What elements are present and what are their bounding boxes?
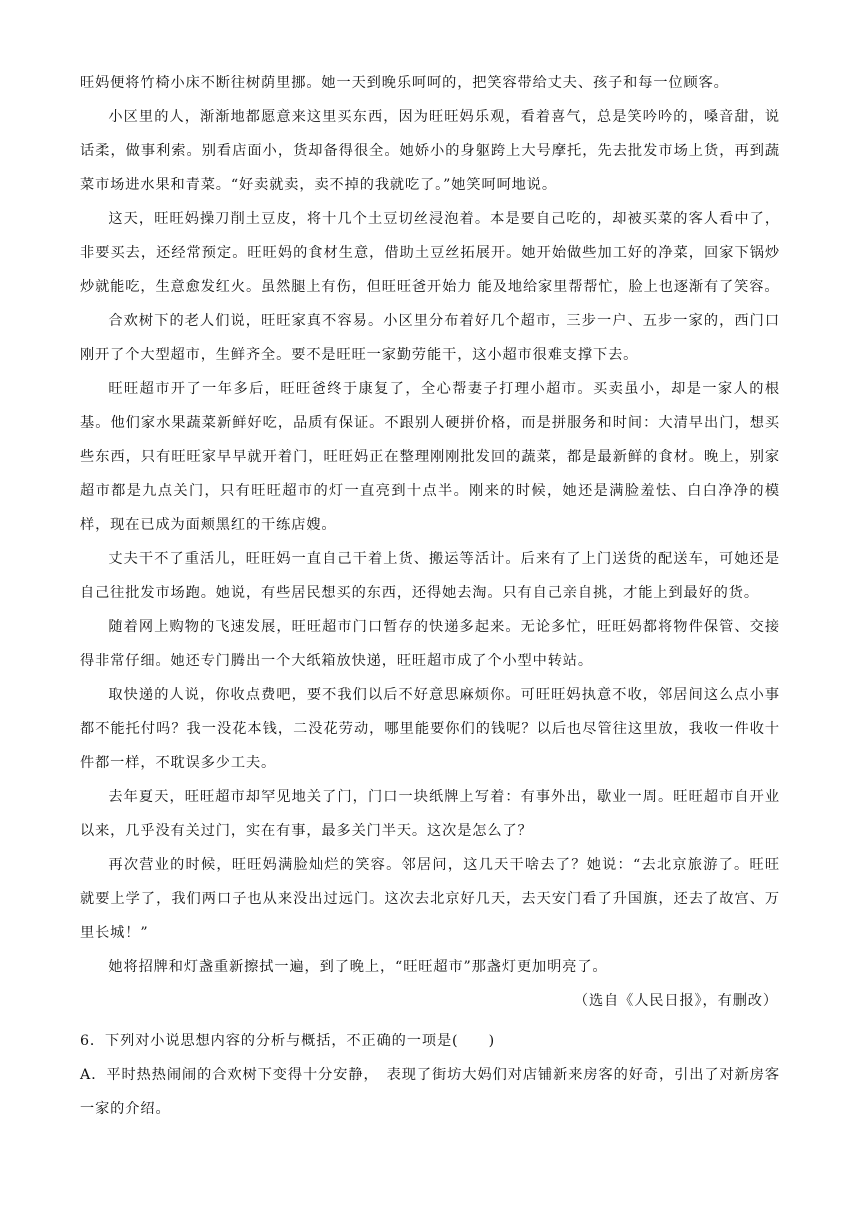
story-paragraph: 合欢树下的老人们说，旺旺家真不容易。小区里分布着好几个超市，三步一户、五步一家的，西门口刚开了个大型超市，生鲜齐全。要不是旺旺一家勤劳能干，这小超市很难支撑下去。 [80, 313, 780, 363]
story-paragraph: 小区里的人，渐渐地都愿意来这里买东西，因为旺旺妈乐观，看着喜气，总是笑吟吟的，嗓音甜，说话柔，做事利索。别看店面小，货却备得很全。她娇小的身躯跨上大号摩托，先去批发市场上货，再到蔬菜市场进水果和青菜。“好卖就卖，卖不掉的我就吃了。”她笑呵呵地说。 [80, 109, 780, 193]
source-citation: （选自《人民日报》，有删改） [573, 993, 778, 1009]
story-paragraph: 她将招牌和灯盏重新擦拭一遍，到了晚上，“旺旺超市”那盏灯更加明亮了。 [108, 959, 608, 975]
story-paragraph: 旺妈便将竹椅小床不断往树荫里挪。她一天到晚乐呵呵的，把笑容带给丈夫、孩子和每一位顾客。 [80, 75, 729, 91]
question-option-a: A．平时热热闹闹的合欢树下变得十分安静， 表现了街坊大妈们对店铺新来房客的好奇，引出了对新房客一家的介绍。 [80, 1067, 780, 1117]
story-paragraph: 再次营业的时候，旺旺妈满脸灿烂的笑容。邻居问，这几天干啥去了？她说：“去北京旅游了。旺旺就要上学了，我们两口子也从来没出过远门。这次去北京好几天，去天安门看了升国旗，还去了故宫、万里长城！” [80, 857, 780, 941]
document-body [80, 66, 780, 1126]
story-paragraph: 取快递的人说，你收点费吧，要不我们以后不好意思麻烦你。可旺旺妈执意不收，邻居间这么点小事都不能托付吗？我一没花本钱，二没花劳动，哪里能要你们的钱呢？以后也尽管往这里放，我收一件收十件都一样，不耽误多少工夫。 [80, 687, 780, 771]
story-paragraph: 旺旺超市开了一年多后，旺旺爸终于康复了，全心帮妻子打理小超市。买卖虽小，却是一家人的根基。他们家水果蔬菜新鲜好吃，品质有保证。不跟别人硬拼价格，而是拼服务和时间：大清早出门，想买些东西，只有旺旺家早早就开着门，旺旺妈正在整理刚刚批发回的蔬菜，都是最新鲜的食材。晚上，别家超市都是九点关门，只有旺旺超市的灯一直亮到十点半。刚来的时候，她还是满脸羞怯、白白净净的模样，现在已成为面颊黑红的干练店嫂。 [80, 381, 780, 533]
question-stem: 6．下列对小说思想内容的分析与概括，不正确的一项是( ) [80, 1033, 496, 1049]
story-paragraph: 丈夫干不了重活儿，旺旺妈一直自己干着上货、搬运等活计。后来有了上门送货的配送车，可她还是自己往批发市场跑。她说，有些居民想买的东西，还得她去淘。只有自己亲自挑，才能上到最好的货。 [80, 551, 780, 601]
story-paragraph: 去年夏天，旺旺超市却罕见地关了门，门口一块纸牌上写着：有事外出，歇业一周。旺旺超市自开业以来，几乎没有关过门，实在有事，最多关门半天。这次是怎么了？ [80, 789, 780, 839]
story-paragraph: 这天，旺旺妈操刀削土豆皮，将十几个土豆切丝浸泡着。本是要自己吃的，却被买菜的客人看中了，非要买去，还经常预定。旺旺妈的食材生意，借助土豆丝拓展开。她开始做些加工好的净菜，回家下锅炒炒就能吃，生意愈发红火。虽然腿上有伤，但旺旺爸开始力 能及地给家里帮帮忙，脸上也逐渐有了笑容。 [80, 211, 780, 295]
story-paragraph: 随着网上购物的飞速发展，旺旺超市门口暂存的快递多起来。无论多忙，旺旺妈都将物件保管、交接得非常仔细。她还专门腾出一个大纸箱放快递，旺旺超市成了个小型中转站。 [80, 619, 780, 669]
